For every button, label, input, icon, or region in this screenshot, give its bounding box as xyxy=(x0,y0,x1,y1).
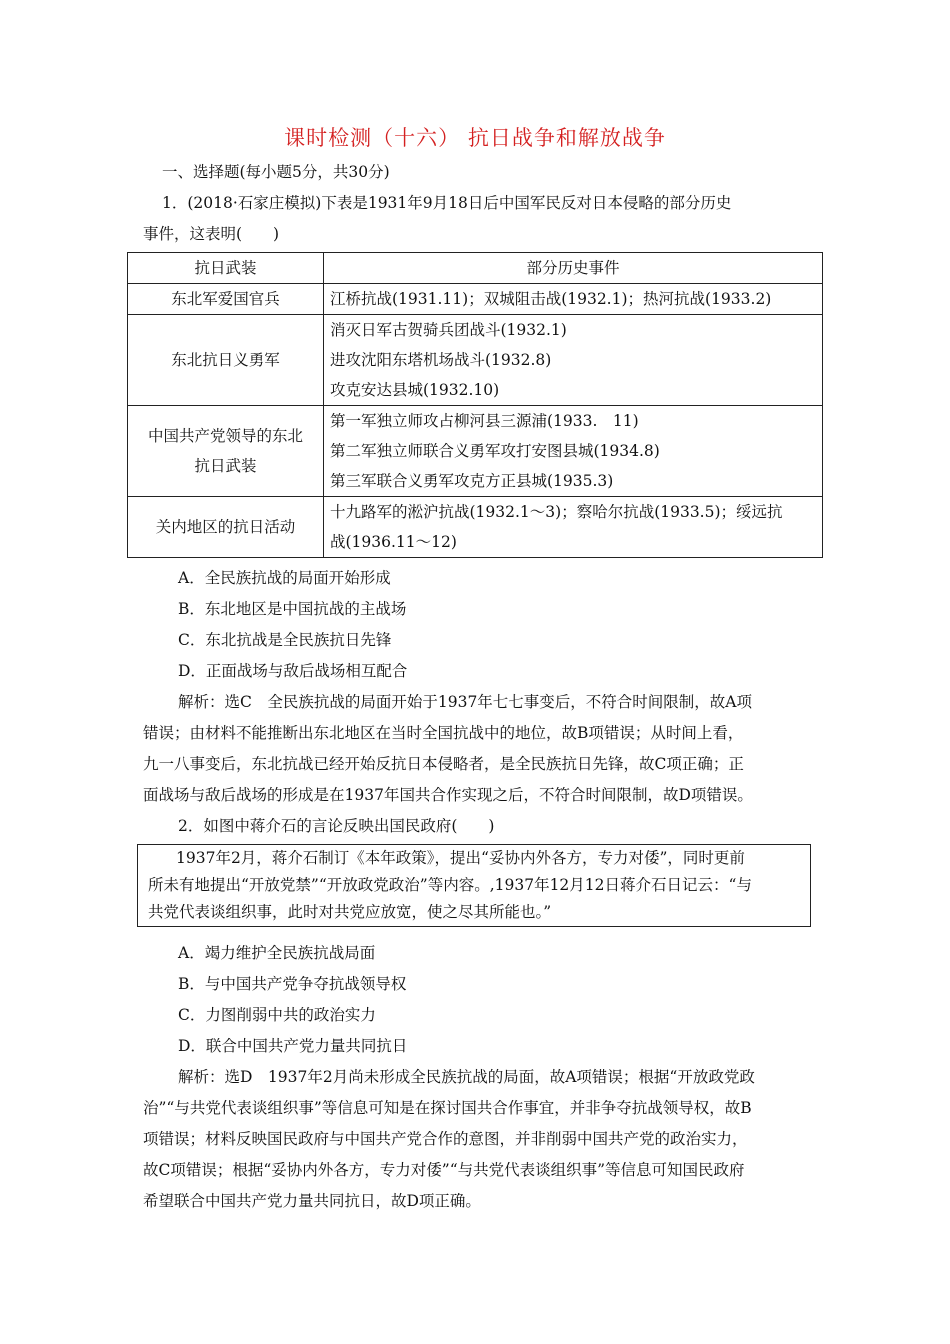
q2-analysis-line: 希望联合中国共产党力量共同抗日，故D项正确。 xyxy=(143,1192,481,1210)
q1-option-c: C．东北抗战是全民族抗日先锋 xyxy=(178,631,392,649)
page-title: 课时检测（十六） 抗日战争和解放战争 xyxy=(284,126,666,150)
force-label: 东北军爱国官兵 xyxy=(171,290,280,308)
event-text: 战(1936.11～12) xyxy=(330,533,457,551)
q2-option-d: D．联合中国共产党力量共同抗日 xyxy=(178,1037,408,1055)
event-text: 十九路军的淞沪抗战(1932.1～3)；察哈尔抗战(1933.5)；绥远抗 xyxy=(330,503,783,521)
material-line: 共党代表谈组织事，此时对共党应放宽，使之尽其所能也。” xyxy=(148,903,552,921)
q2-material-box xyxy=(137,844,811,927)
force-label: 东北抗日义勇军 xyxy=(171,351,280,369)
table-cell-force xyxy=(128,315,324,406)
section-heading: 一、选择题(每小题5分，共30分) xyxy=(162,163,390,181)
q1-option-a: A．全民族抗战的局面开始形成 xyxy=(178,569,391,587)
q1-stem-line2: 事件，这表明( ) xyxy=(143,225,280,243)
q1-analysis-line: 错误；由材料不能推断出东北地区在当时全国抗战中的地位，故B项错误；从时间上看， xyxy=(143,724,744,742)
force-label: 中国共产党领导的东北 xyxy=(147,427,303,445)
table-cell-events xyxy=(324,497,823,558)
table-row xyxy=(128,315,823,406)
event-text: 第一军独立师攻占柳河县三源浦(1933. 11) xyxy=(330,412,639,430)
table-header-row xyxy=(128,253,823,284)
q2-analysis-line: 解析：选D 1937年2月尚未形成全民族抗战的局面，故A项错误；根据“开放政党政 xyxy=(178,1068,755,1086)
q2-analysis-line: 治”“与共党代表谈组织事”等信息可知是在探讨国共合作事宜，并非争夺抗战领导权，故B xyxy=(143,1099,752,1117)
table-row xyxy=(128,497,823,558)
q1-stem-line1: 1．(2018·石家庄模拟)下表是1931年9月18日后中国军民反对日本侵略的部分历史 xyxy=(162,194,732,212)
table-cell-force xyxy=(128,497,324,558)
q2-option-b: B．与中国共产党争夺抗战领导权 xyxy=(178,975,407,993)
q1-analysis-line: 面战场与敌后战场的形成是在1937年国共合作实现之后，不符合时间限制，故D项错误。 xyxy=(143,786,753,804)
force-label: 关内地区的抗日活动 xyxy=(155,518,296,536)
table-row xyxy=(128,284,823,315)
q2-analysis-line: 故C项错误；根据“妥协内外各方，专力对倭”“与共党代表谈组织事”等信息可知国民政府 xyxy=(143,1161,745,1179)
event-text: 消灭日军古贺骑兵团战斗(1932.1) xyxy=(330,321,567,339)
force-label: 抗日武装 xyxy=(194,457,257,475)
q1-option-b: B．东北地区是中国抗战的主战场 xyxy=(178,600,407,618)
event-text: 第二军独立师联合义勇军攻打安图县城(1934.8) xyxy=(330,442,660,460)
table-cell-events xyxy=(324,284,823,315)
q2-option-a: A．竭力维护全民族抗战局面 xyxy=(178,944,376,962)
table-header-events: 部分历史事件 xyxy=(324,253,823,284)
event-text: 江桥抗战(1931.11)；双城阻击战(1932.1)；热河抗战(1933.2) xyxy=(330,290,772,308)
q1-events-table xyxy=(127,252,823,558)
table-header-force: 抗日武装 xyxy=(128,253,324,284)
event-text: 第三军联合义勇军攻克方正县城(1935.3) xyxy=(330,472,614,490)
table-cell-events xyxy=(324,315,823,406)
q1-option-d: D．正面战场与敌后战场相互配合 xyxy=(178,662,408,680)
table-cell-force xyxy=(128,284,324,315)
event-text: 进攻沈阳东塔机场战斗(1932.8) xyxy=(330,351,552,369)
q2-analysis-line: 项错误；材料反映国民政府与中国共产党合作的意图，并非削弱中国共产党的政治实力， xyxy=(143,1130,748,1148)
material-line: 1937年2月，蒋介石制订《本年政策》，提出“妥协内外各方，专力对倭”，同时更前 xyxy=(176,849,745,867)
material-line: 所未有地提出“开放党禁”“开放政党政治”等内容。,1937年12月12日蒋介石日记云：“与 xyxy=(148,876,752,894)
table-cell-force xyxy=(128,406,324,497)
q1-analysis-line: 九一八事变后，东北抗战已经开始反抗日本侵略者，是全民族抗日先锋，故C项正确；正 xyxy=(143,755,744,773)
table-row xyxy=(128,406,823,497)
q2-option-c: C．力图削弱中共的政治实力 xyxy=(178,1006,376,1024)
q1-analysis-line: 解析：选C 全民族抗战的局面开始于1937年七七事变后，不符合时间限制，故A项 xyxy=(178,693,753,711)
event-text: 攻克安达县城(1932.10) xyxy=(330,381,500,399)
q2-stem: 2．如图中蒋介石的言论反映出国民政府( ) xyxy=(178,817,495,835)
table-cell-events xyxy=(324,406,823,497)
